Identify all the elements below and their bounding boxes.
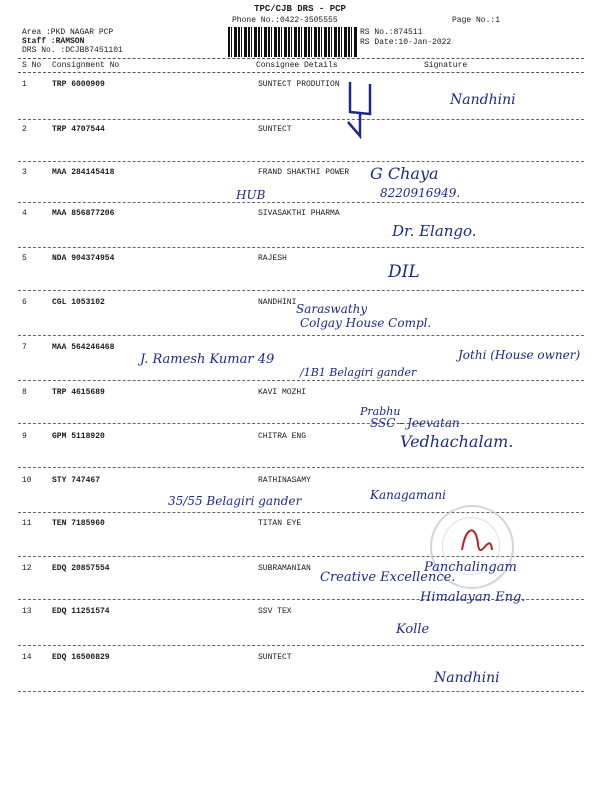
row-divider — [18, 335, 584, 336]
row-sno: 12 — [22, 564, 32, 573]
row-consignee: TITAN EYE — [258, 519, 302, 528]
row-consignee: SSV TEX — [258, 607, 292, 616]
row-sno: 5 — [22, 254, 27, 263]
table-row — [0, 209, 600, 223]
signature-row-12b: Panchalingam — [424, 560, 517, 575]
signature-row-3a: G Chaya — [370, 164, 439, 183]
signature-row-8a: Prabhu — [360, 405, 401, 418]
signature-row-12a: Creative Excellence. — [320, 570, 456, 585]
row-sno: 4 — [22, 209, 27, 218]
signature-row-3b: 8220916949. — [380, 186, 461, 200]
table-row — [0, 168, 600, 182]
col-sno: S No — [22, 61, 42, 70]
row-divider — [18, 380, 584, 381]
row-divider — [18, 247, 584, 248]
row-consignment: EDQ 20857554 — [52, 564, 110, 573]
row-sno: 7 — [22, 343, 27, 352]
row-consignee: NANDHINI — [258, 298, 297, 307]
row-sno: 3 — [22, 168, 27, 177]
row-consignment: CGL 1053102 — [52, 298, 105, 307]
row-sno: 13 — [22, 607, 32, 616]
row-consignment: TRP 6000909 — [52, 80, 105, 89]
signature-row-7b: /1B1 Belagiri gander — [300, 366, 417, 379]
signature-row-5: DIL — [388, 262, 420, 282]
row-consignee: FRAND SHAKTHI POWER — [258, 168, 350, 177]
row-divider — [18, 691, 584, 692]
row-divider — [18, 423, 584, 424]
row-consignee: SUNTECT — [258, 653, 292, 662]
barcode-image — [228, 27, 358, 57]
row-consignee: SUNTECT — [258, 125, 292, 134]
signature-row-12c: Himalayan Eng. — [420, 590, 526, 605]
signature-row-14: Nandhini — [434, 670, 500, 686]
page-number: Page No.:1 — [452, 16, 501, 25]
table-row — [0, 254, 600, 268]
row-consignment: TRP 4707544 — [52, 125, 105, 134]
row-sno: 9 — [22, 432, 27, 441]
row-consignment: TRP 4615689 — [52, 388, 105, 397]
row-consignment: MAA 284145418 — [52, 168, 115, 177]
signature-row-1: Nandhini — [450, 92, 516, 108]
row-consignee: CHITRA ENG — [258, 432, 307, 441]
row-sno: 6 — [22, 298, 27, 307]
row-consignee: SUNTECT PRODUTION — [258, 80, 340, 89]
column-divider — [18, 72, 584, 73]
row-divider — [18, 290, 584, 291]
row-divider — [18, 645, 584, 646]
row-consignment: MAA 564246468 — [52, 343, 115, 352]
area-label: Area :PKD NAGAR PCP — [22, 28, 114, 37]
table-row — [0, 476, 600, 490]
table-row — [0, 653, 600, 667]
signature-row-4a: HUB — [236, 188, 266, 202]
row-divider — [18, 512, 584, 513]
signature-row-10a: 35/55 Belagiri gander — [168, 494, 302, 508]
row-consignment: NDA 904374954 — [52, 254, 115, 263]
doc-title: TPC/CJB DRS - PCP — [254, 4, 346, 14]
row-divider — [18, 467, 584, 468]
signature-row-13: Kolle — [396, 622, 430, 637]
rs-date: RS Date:10-Jan-2022 — [360, 38, 452, 47]
signature-row-10b: Kanagamani — [370, 488, 446, 502]
signature-row-4b: Dr. Elango. — [392, 222, 477, 240]
row-consignee: KAVI MOZHI — [258, 388, 307, 397]
row-divider — [18, 119, 584, 120]
staff-label: Staff :RAMSON — [22, 37, 85, 46]
row-consignment: EDQ 16500829 — [52, 653, 110, 662]
rs-number: RS No.:874511 — [360, 28, 423, 37]
row-consignment: GPM 5118920 — [52, 432, 105, 441]
phone-number: Phone No.:0422-3505555 — [232, 16, 338, 25]
row-sno: 1 — [22, 80, 27, 89]
signature-row-7a: J. Ramesh Kumar 49 — [140, 352, 275, 367]
row-divider — [18, 161, 584, 162]
row-consignee: SIVASAKTHI PHARMA — [258, 209, 340, 218]
signature-row-6a: Saraswathy — [296, 302, 368, 316]
row-sno: 14 — [22, 653, 32, 662]
drs-number: DRS No. :DCJB87451101 — [22, 46, 123, 55]
col-consignment: Consignment No — [52, 61, 120, 70]
row-consignee: RATHINASAMY — [258, 476, 311, 485]
signature-row-7c: Jothi (House owner) — [458, 348, 581, 362]
row-consignee: RAJESH — [258, 254, 287, 263]
signature-scribble-icon — [340, 74, 380, 144]
table-row — [0, 388, 600, 402]
stamp-signature-icon — [456, 520, 496, 560]
header-divider — [18, 58, 584, 59]
table-row — [0, 125, 600, 139]
row-consignee: SUBRAMANIAN — [258, 564, 311, 573]
signature-row-6b: Colgay House Compl. — [300, 316, 432, 330]
table-row — [0, 607, 600, 621]
row-sno: 8 — [22, 388, 27, 397]
signature-row-8b: SSC - Jeevatan — [370, 416, 460, 430]
row-divider — [18, 202, 584, 203]
col-consignee: Consignee Details — [256, 61, 338, 70]
row-consignment: MAA 856877206 — [52, 209, 115, 218]
col-signature: Signature — [424, 61, 468, 70]
row-sno: 10 — [22, 476, 32, 485]
row-consignment: EDQ 11251574 — [52, 607, 110, 616]
row-sno: 2 — [22, 125, 27, 134]
row-consignment: TEN 7185960 — [52, 519, 105, 528]
signature-row-9: Vedhachalam. — [400, 432, 514, 451]
row-sno: 11 — [22, 519, 32, 528]
row-consignment: STY 747467 — [52, 476, 101, 485]
